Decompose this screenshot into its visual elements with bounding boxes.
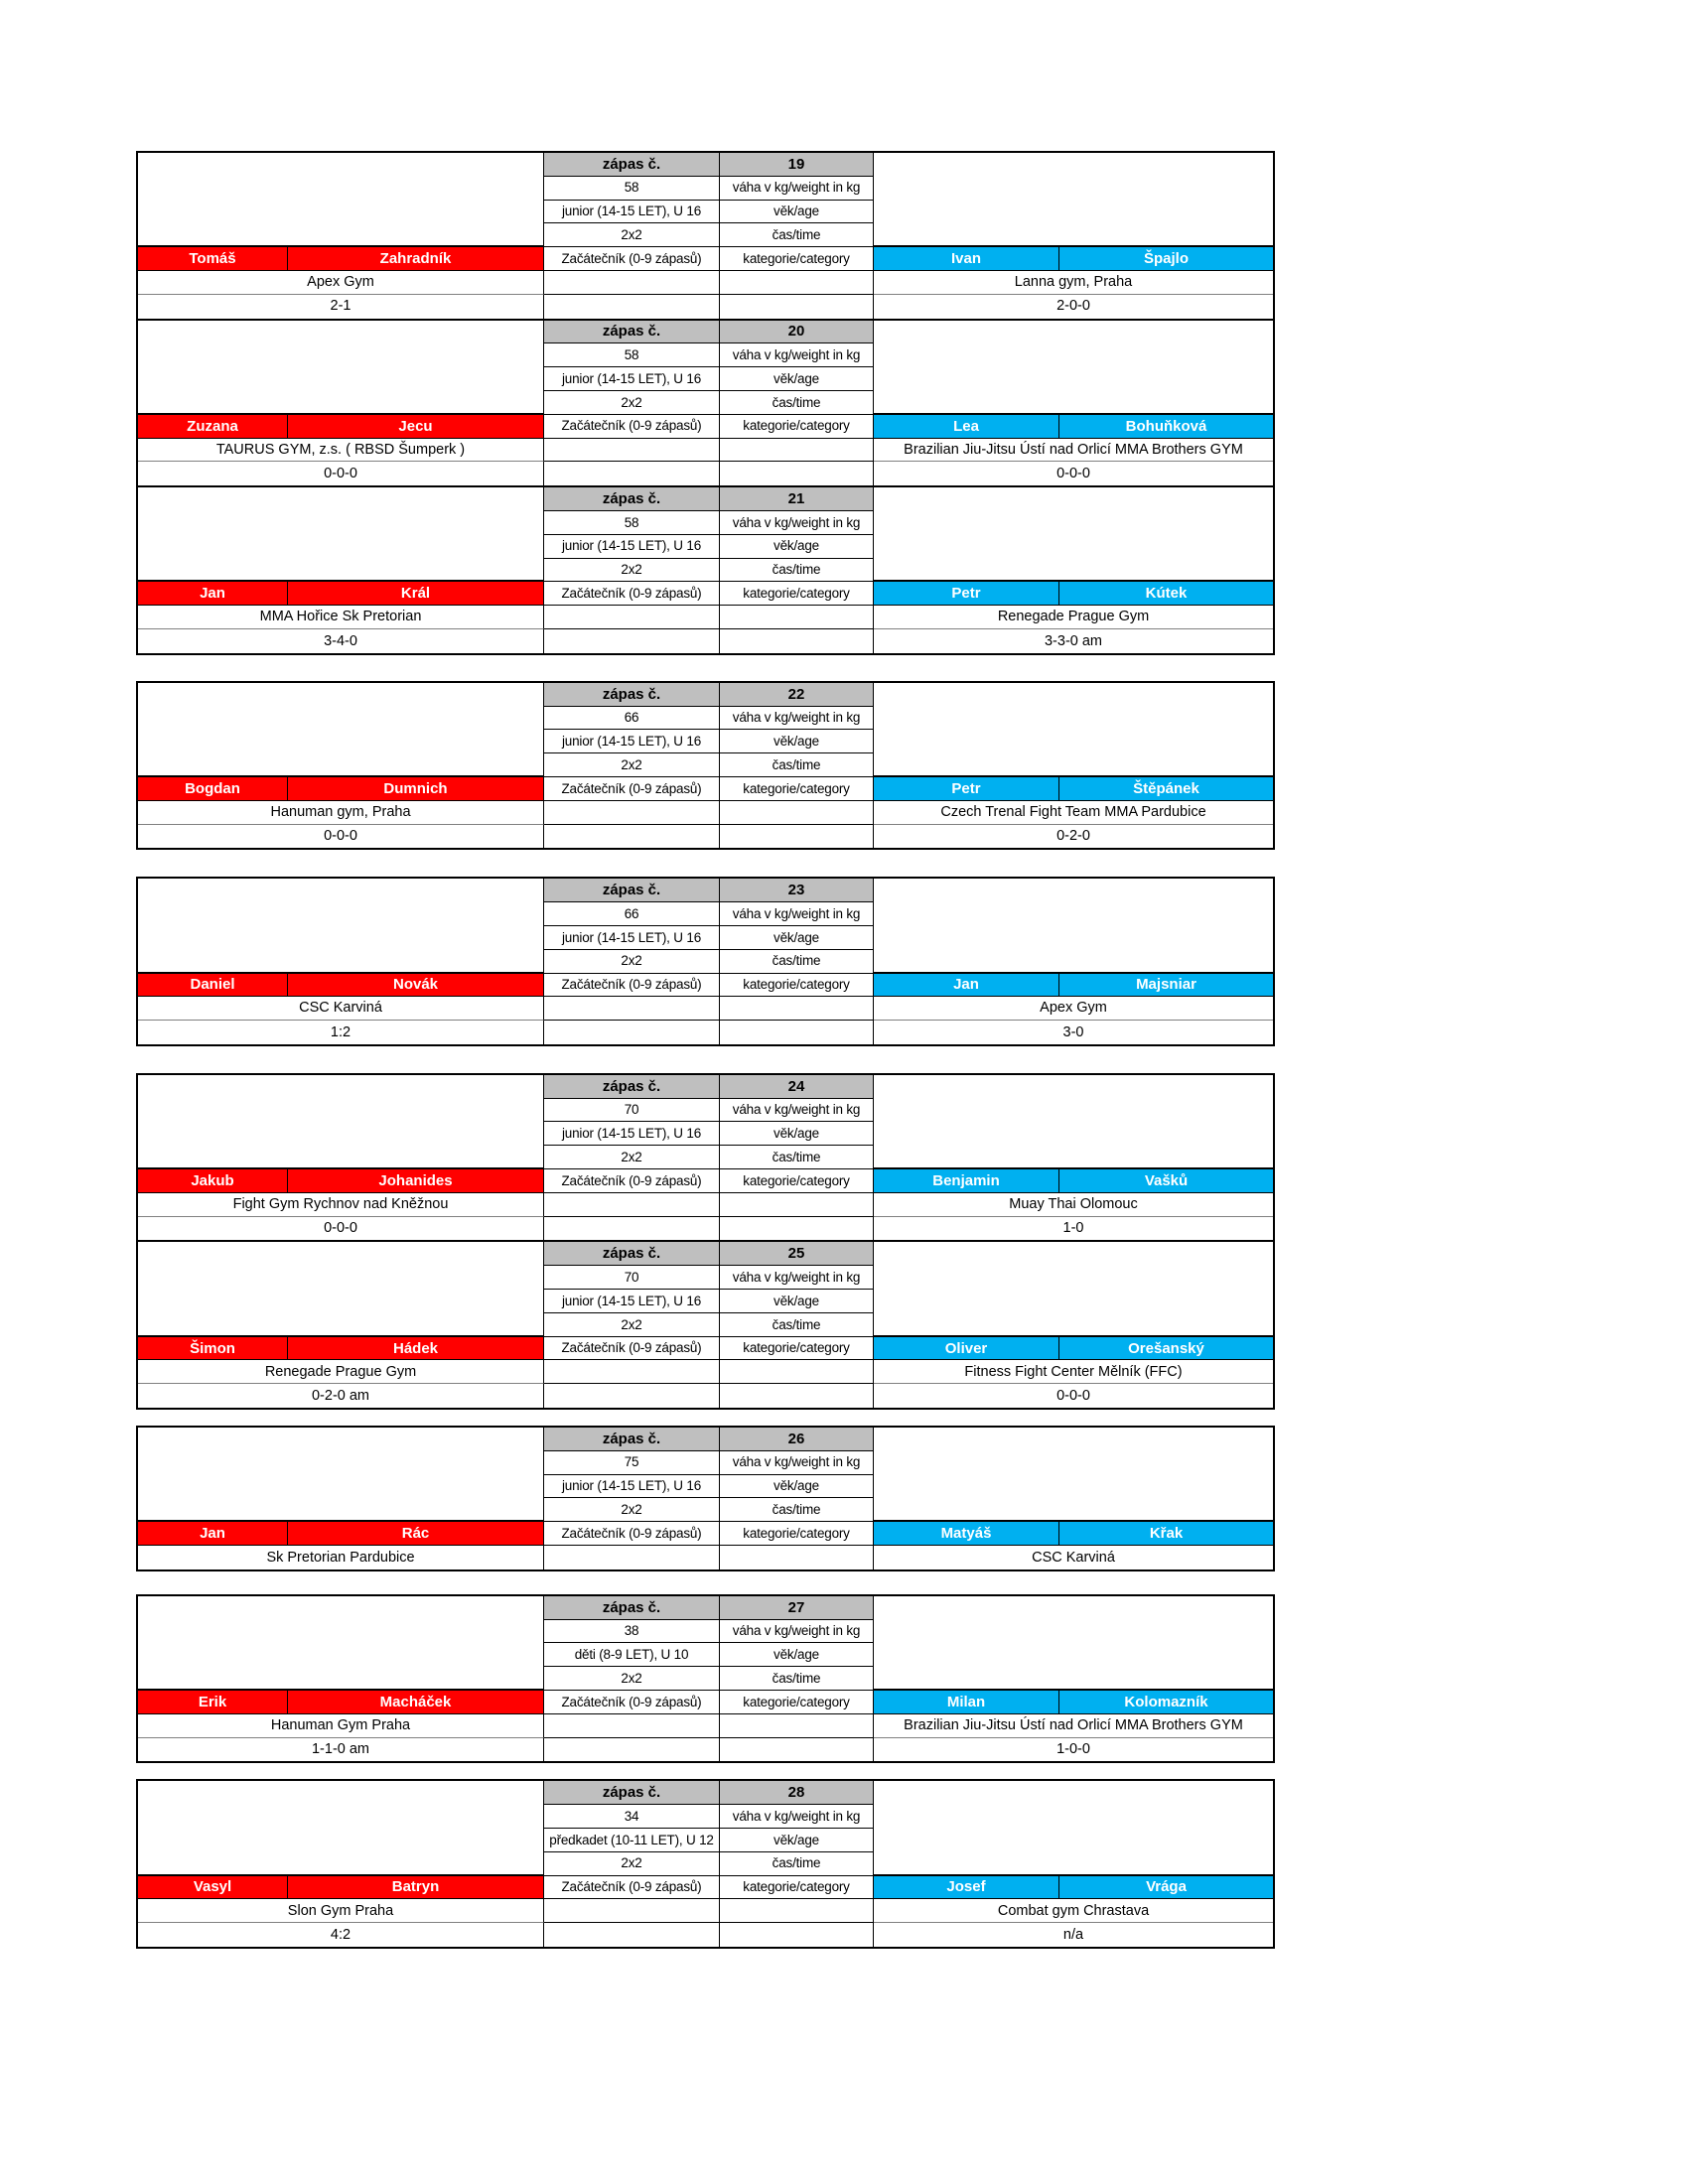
age-value: junior (14-15 LET), U 16 [544, 1290, 720, 1313]
match-group [136, 1073, 1275, 1410]
red-last-name: Macháček [288, 1691, 544, 1714]
match-block [138, 879, 1273, 1044]
category-label: kategorie/category [720, 582, 874, 606]
red-last-name: Rác [288, 1522, 544, 1546]
blue-first-name: Lea [874, 415, 1059, 439]
match-number: 27 [720, 1596, 874, 1620]
mid-empty-cell [544, 801, 720, 825]
category-label: kategorie/category [720, 415, 874, 439]
blue-corner-empty [874, 879, 1273, 973]
weight-value: 34 [544, 1805, 720, 1829]
age-value: děti (8-9 LET), U 10 [544, 1643, 720, 1667]
category-label: kategorie/category [720, 974, 874, 998]
red-gym: MMA Hořice Sk Pretorian [138, 606, 544, 629]
red-last-name: Novák [288, 974, 544, 998]
match-no-label: zápas č. [544, 1242, 720, 1266]
time-label: čas/time [720, 559, 874, 583]
age-value: junior (14-15 LET), U 16 [544, 1475, 720, 1499]
match-no-label: zápas č. [544, 1596, 720, 1620]
red-corner-empty [138, 321, 544, 415]
red-record: 2-1 [138, 295, 544, 319]
time-label: čas/time [720, 1146, 874, 1169]
mid-empty-cell [544, 1738, 720, 1762]
red-gym: CSC Karviná [138, 997, 544, 1021]
blue-corner-empty [874, 487, 1273, 582]
match-block [138, 1781, 1273, 1947]
mid-empty-cell [544, 1546, 720, 1570]
blue-corner-empty [874, 153, 1273, 247]
red-gym: Fight Gym Rychnov nad Kněžnou [138, 1193, 544, 1217]
red-last-name: Zahradník [288, 247, 544, 271]
time-label: čas/time [720, 223, 874, 247]
blue-corner-empty [874, 1428, 1273, 1522]
blue-first-name: Oliver [874, 1337, 1059, 1361]
blue-last-name: Vrága [1059, 1876, 1273, 1900]
mid-empty-cell [720, 1384, 874, 1408]
weight-label: váha v kg/weight in kg [720, 1805, 874, 1829]
weight-value: 38 [544, 1620, 720, 1644]
mid-empty-cell [720, 439, 874, 463]
mid-empty-cell [720, 1899, 874, 1923]
mid-empty-cell [544, 1193, 720, 1217]
blue-corner-empty [874, 321, 1273, 415]
blue-last-name: Štěpánek [1059, 777, 1273, 801]
red-corner-empty [138, 879, 544, 973]
blue-gym: CSC Karviná [1032, 1549, 1115, 1566]
red-record: 1:2 [138, 1021, 544, 1044]
age-value: junior (14-15 LET), U 16 [544, 535, 720, 559]
blue-gym: Renegade Prague Gym [874, 606, 1273, 629]
red-first-name: Bogdan [138, 777, 288, 801]
time-value: 2x2 [544, 1498, 720, 1522]
red-last-name: Hádek [288, 1337, 544, 1361]
weight-label: váha v kg/weight in kg [720, 1099, 874, 1123]
match-group [136, 877, 1275, 1046]
blue-gym: Lanna gym, Praha [874, 271, 1273, 295]
mid-empty-cell [544, 1923, 720, 1947]
blue-record: 2-0-0 [1056, 298, 1090, 315]
age-value: junior (14-15 LET), U 16 [544, 730, 720, 753]
blue-first-name: Jan [874, 974, 1059, 998]
weight-value: 66 [544, 707, 720, 731]
mid-empty-cell [544, 825, 720, 849]
mid-empty-cell [544, 1384, 720, 1408]
red-record: 0-0-0 [138, 462, 544, 485]
weight-label: váha v kg/weight in kg [720, 177, 874, 201]
blue-first-name: Petr [874, 777, 1059, 801]
weight-label: váha v kg/weight in kg [720, 1620, 874, 1644]
weight-label: váha v kg/weight in kg [720, 1266, 874, 1290]
red-last-name: Jecu [288, 415, 544, 439]
blue-last-name: Křak [1059, 1522, 1273, 1546]
age-label: věk/age [720, 535, 874, 559]
category-label: kategorie/category [720, 247, 874, 271]
red-record: 0-0-0 [138, 825, 544, 849]
match-block [138, 153, 1273, 321]
time-value: 2x2 [544, 223, 720, 247]
mid-empty-cell [720, 606, 874, 629]
mid-empty-cell [544, 997, 720, 1021]
red-corner-empty [138, 1242, 544, 1336]
time-value: 2x2 [544, 1313, 720, 1337]
match-no-label: zápas č. [544, 1781, 720, 1805]
red-first-name: Tomáš [138, 247, 288, 271]
match-number: 20 [720, 321, 874, 344]
blue-record: 3-3-0 am [1044, 632, 1103, 649]
match-no-label: zápas č. [544, 487, 720, 511]
time-value: 2x2 [544, 753, 720, 777]
red-record: 3-4-0 [138, 629, 544, 653]
age-label: věk/age [720, 201, 874, 224]
red-corner-empty [138, 487, 544, 582]
category-label: kategorie/category [720, 1522, 874, 1546]
match-block [138, 487, 1273, 653]
match-block [138, 1075, 1273, 1243]
category-value: Začátečník (0-9 zápasů) [544, 1337, 720, 1361]
category-value: Začátečník (0-9 zápasů) [544, 1691, 720, 1714]
red-last-name: Batryn [288, 1876, 544, 1900]
time-value: 2x2 [544, 1146, 720, 1169]
match-number: 26 [720, 1428, 874, 1451]
blue-first-name: Ivan [874, 247, 1059, 271]
mid-empty-cell [720, 629, 874, 653]
red-first-name: Erik [138, 1691, 288, 1714]
red-last-name: Král [288, 582, 544, 606]
blue-gym: Combat gym Chrastava [874, 1899, 1273, 1923]
red-corner-empty [138, 1075, 544, 1169]
mid-empty-cell [720, 1193, 874, 1217]
mid-empty-cell [544, 629, 720, 653]
red-record: 0-2-0 am [138, 1384, 544, 1408]
blue-first-name: Benjamin [874, 1169, 1059, 1193]
weight-value: 70 [544, 1266, 720, 1290]
match-number: 22 [720, 683, 874, 707]
red-first-name: Jakub [138, 1169, 288, 1193]
red-last-name: Johanides [288, 1169, 544, 1193]
blue-gym: Brazilian Jiu-Jitsu Ústí nad Orlicí MMA Brothers GYM [874, 439, 1273, 463]
match-group [136, 1594, 1275, 1764]
time-label: čas/time [720, 753, 874, 777]
mid-empty-cell [720, 997, 874, 1021]
category-value: Začátečník (0-9 zápasů) [544, 777, 720, 801]
time-label: čas/time [720, 1313, 874, 1337]
mid-empty-cell [544, 1217, 720, 1241]
time-label: čas/time [720, 950, 874, 974]
blue-last-name: Kolomazník [1059, 1691, 1273, 1714]
blue-corner-empty [874, 1075, 1273, 1169]
weight-value: 66 [544, 902, 720, 926]
age-value: junior (14-15 LET), U 16 [544, 201, 720, 224]
category-label: kategorie/category [720, 1876, 874, 1900]
match-number: 23 [720, 879, 874, 902]
time-value: 2x2 [544, 1852, 720, 1876]
blue-corner-empty [874, 1781, 1273, 1875]
red-corner-empty [138, 153, 544, 247]
blue-corner-empty [874, 683, 1273, 777]
mid-empty-cell [544, 1714, 720, 1738]
category-label: kategorie/category [720, 1169, 874, 1193]
age-label: věk/age [720, 1829, 874, 1852]
blue-last-name: Majsniar [1059, 974, 1273, 998]
time-value: 2x2 [544, 391, 720, 415]
blue-last-name: Vašků [1059, 1169, 1273, 1193]
red-gym: Apex Gym [138, 271, 544, 295]
age-label: věk/age [720, 730, 874, 753]
mid-empty-cell [544, 271, 720, 295]
match-sheet [136, 151, 1275, 1949]
age-label: věk/age [720, 1290, 874, 1313]
blue-gym: Czech Trenal Fight Team MMA Pardubice [874, 801, 1273, 825]
mid-empty-cell [720, 1923, 874, 1947]
match-group [136, 151, 1275, 655]
red-last-name: Dumnich [288, 777, 544, 801]
blue-gym: Brazilian Jiu-Jitsu Ústí nad Orlicí MMA Brothers GYM [874, 1714, 1273, 1738]
age-label: věk/age [720, 367, 874, 391]
red-first-name: Zuzana [138, 415, 288, 439]
weight-label: váha v kg/weight in kg [720, 1451, 874, 1475]
mid-empty-cell [720, 1738, 874, 1762]
match-no-label: zápas č. [544, 321, 720, 344]
category-value: Začátečník (0-9 zápasů) [544, 415, 720, 439]
match-no-label: zápas č. [544, 1428, 720, 1451]
mid-empty-cell [720, 1546, 874, 1570]
weight-label: váha v kg/weight in kg [720, 707, 874, 731]
time-label: čas/time [720, 391, 874, 415]
mid-empty-cell [544, 462, 720, 485]
mid-empty-cell [720, 462, 874, 485]
match-block [138, 683, 1273, 849]
mid-empty-cell [544, 295, 720, 319]
match-group [136, 1779, 1275, 1949]
category-value: Začátečník (0-9 zápasů) [544, 1169, 720, 1193]
red-gym: TAURUS GYM, z.s. ( RBSD Šumperk ) [138, 439, 544, 463]
weight-label: váha v kg/weight in kg [720, 511, 874, 535]
category-value: Začátečník (0-9 zápasů) [544, 582, 720, 606]
blue-first-name: Milan [874, 1691, 1059, 1714]
mid-empty-cell [720, 271, 874, 295]
match-number: 19 [720, 153, 874, 177]
match-number: 21 [720, 487, 874, 511]
time-label: čas/time [720, 1498, 874, 1522]
match-block [138, 1428, 1273, 1570]
match-number: 24 [720, 1075, 874, 1099]
red-first-name: Jan [138, 1522, 288, 1546]
blue-corner-empty [874, 1596, 1273, 1691]
blue-record: n/a [1062, 1926, 1084, 1943]
red-gym: Hanuman gym, Praha [138, 801, 544, 825]
blue-last-name: Bohuňková [1059, 415, 1273, 439]
mid-empty-cell [544, 606, 720, 629]
blue-last-name: Špajlo [1059, 247, 1273, 271]
match-no-label: zápas č. [544, 1075, 720, 1099]
red-first-name: Jan [138, 582, 288, 606]
blue-gym: Fitness Fight Center Mělník (FFC) [874, 1360, 1273, 1384]
age-label: věk/age [720, 926, 874, 950]
mid-empty-cell [544, 1360, 720, 1384]
time-value: 2x2 [544, 950, 720, 974]
age-label: věk/age [720, 1122, 874, 1146]
red-gym: Renegade Prague Gym [138, 1360, 544, 1384]
category-value: Začátečník (0-9 zápasů) [544, 974, 720, 998]
age-value: předkadet (10-11 LET), U 12 [544, 1829, 720, 1852]
mid-empty-cell [720, 1360, 874, 1384]
age-value: junior (14-15 LET), U 16 [544, 367, 720, 391]
red-first-name: Šimon [138, 1337, 288, 1361]
mid-empty-cell [720, 1021, 874, 1044]
mid-empty-cell [720, 1217, 874, 1241]
match-number: 28 [720, 1781, 874, 1805]
age-label: věk/age [720, 1643, 874, 1667]
match-block [138, 321, 1273, 488]
weight-value: 58 [544, 177, 720, 201]
red-record: 4:2 [138, 1923, 544, 1947]
red-corner-empty [138, 1781, 544, 1875]
red-first-name: Daniel [138, 974, 288, 998]
blue-first-name: Josef [874, 1876, 1059, 1900]
blue-record: 0-0-0 [1056, 1387, 1090, 1404]
time-value: 2x2 [544, 559, 720, 583]
mid-empty-cell [720, 801, 874, 825]
weight-label: váha v kg/weight in kg [720, 902, 874, 926]
blue-first-name: Matyáš [874, 1522, 1059, 1546]
weight-value: 70 [544, 1099, 720, 1123]
red-gym: Hanuman Gym Praha [138, 1714, 544, 1738]
red-record: 1-1-0 am [138, 1738, 544, 1762]
mid-empty-cell [544, 1899, 720, 1923]
category-value: Začátečník (0-9 zápasů) [544, 1876, 720, 1900]
match-block [138, 1596, 1273, 1762]
weight-value: 58 [544, 343, 720, 367]
mid-empty-cell [544, 1021, 720, 1044]
mid-empty-cell [544, 439, 720, 463]
time-label: čas/time [720, 1852, 874, 1876]
blue-last-name: Orešanský [1059, 1337, 1273, 1361]
blue-first-name: Petr [874, 582, 1059, 606]
red-corner-empty [138, 683, 544, 777]
weight-value: 75 [544, 1451, 720, 1475]
blue-gym: Apex Gym [874, 997, 1273, 1021]
weight-value: 58 [544, 511, 720, 535]
blue-record: 1-0 [1062, 1220, 1084, 1237]
age-value: junior (14-15 LET), U 16 [544, 926, 720, 950]
match-no-label: zápas č. [544, 683, 720, 707]
match-no-label: zápas č. [544, 879, 720, 902]
category-label: kategorie/category [720, 1337, 874, 1361]
category-value: Začátečník (0-9 zápasů) [544, 1522, 720, 1546]
mid-empty-cell [720, 295, 874, 319]
red-corner-empty [138, 1596, 544, 1691]
blue-corner-empty [874, 1242, 1273, 1336]
match-no-label: zápas č. [544, 153, 720, 177]
red-record: 0-0-0 [138, 1217, 544, 1241]
red-first-name: Vasyl [138, 1876, 288, 1900]
weight-label: váha v kg/weight in kg [720, 343, 874, 367]
blue-record: 3-0 [1062, 1024, 1084, 1040]
time-label: čas/time [720, 1667, 874, 1691]
category-label: kategorie/category [720, 777, 874, 801]
match-block [138, 1242, 1273, 1408]
category-label: kategorie/category [720, 1691, 874, 1714]
blue-record: 0-2-0 [1056, 828, 1090, 845]
mid-empty-cell [720, 825, 874, 849]
age-value: junior (14-15 LET), U 16 [544, 1122, 720, 1146]
red-gym: Slon Gym Praha [138, 1899, 544, 1923]
time-value: 2x2 [544, 1667, 720, 1691]
blue-record: 0-0-0 [1056, 466, 1090, 481]
red-gym: Sk Pretorian Pardubice [138, 1546, 544, 1570]
category-value: Začátečník (0-9 zápasů) [544, 247, 720, 271]
match-group [136, 681, 1275, 851]
age-label: věk/age [720, 1475, 874, 1499]
blue-last-name: Kútek [1059, 582, 1273, 606]
blue-record: 1-0-0 [1056, 1741, 1090, 1758]
match-group [136, 1426, 1275, 1571]
blue-gym: Muay Thai Olomouc [874, 1193, 1273, 1217]
red-corner-empty [138, 1428, 544, 1522]
match-number: 25 [720, 1242, 874, 1266]
mid-empty-cell [720, 1714, 874, 1738]
